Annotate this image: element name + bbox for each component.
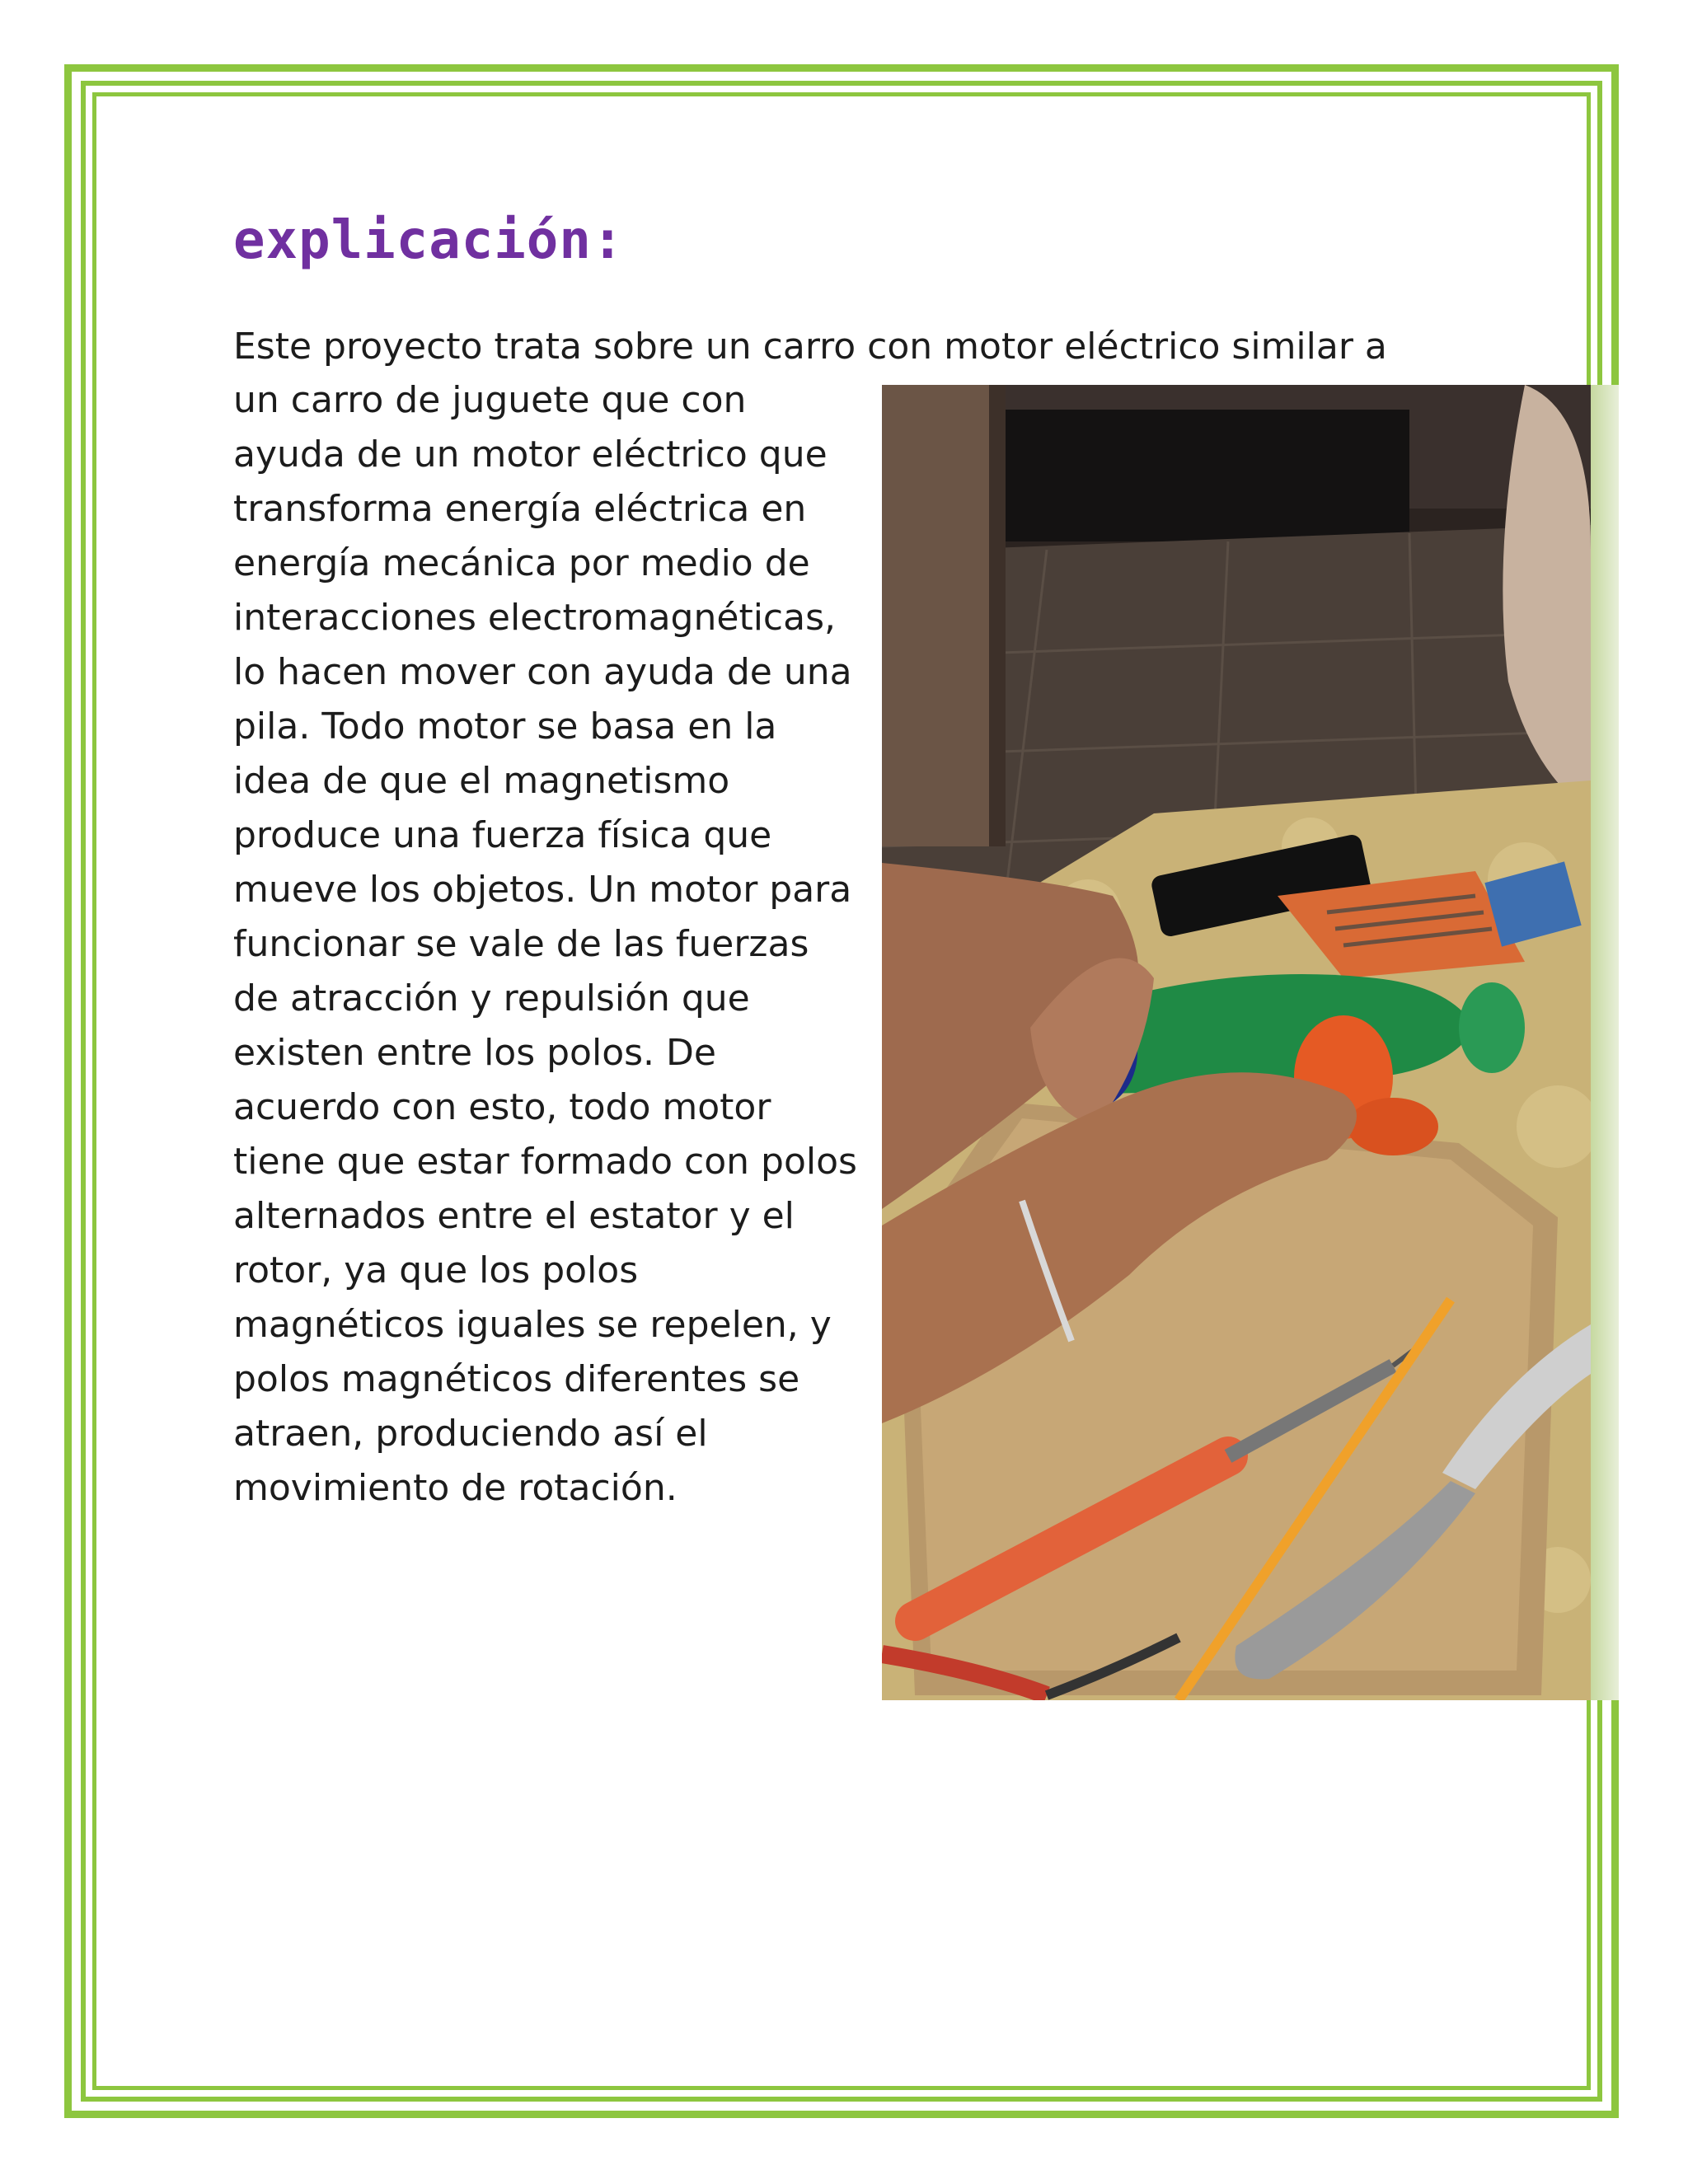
project-photo [882, 385, 1591, 1700]
photo-edge-strip [1591, 385, 1619, 1700]
section-heading: explicación: [233, 210, 625, 271]
photo-illustration [882, 385, 1591, 1700]
body-paragraph: un carro de juguete que con ayuda de un motor eléctrico que transforma energía eléctrica en energía mecánica por medio de interacciones electromagnéticas, lo hacen mover con ayuda de una pila. Todo motor se basa en la idea de que el magnetismo produce una fuerza física que mueve los objetos. Un motor para funcionar se vale de las fuerzas de atracción y repulsión que existen entre los polos. De acuerdo con esto, todo motor tiene que estar formado con polos alternados entre el estator y el rotor, ya que los polos magnéticos iguales se repelen, y polos magnéticos diferentes se atraen, produciendo así el movimiento de rotación. [233, 379, 857, 1509]
intro-line: Este proyecto trata sobre un carro con motor eléctrico similar a [233, 326, 1387, 368]
